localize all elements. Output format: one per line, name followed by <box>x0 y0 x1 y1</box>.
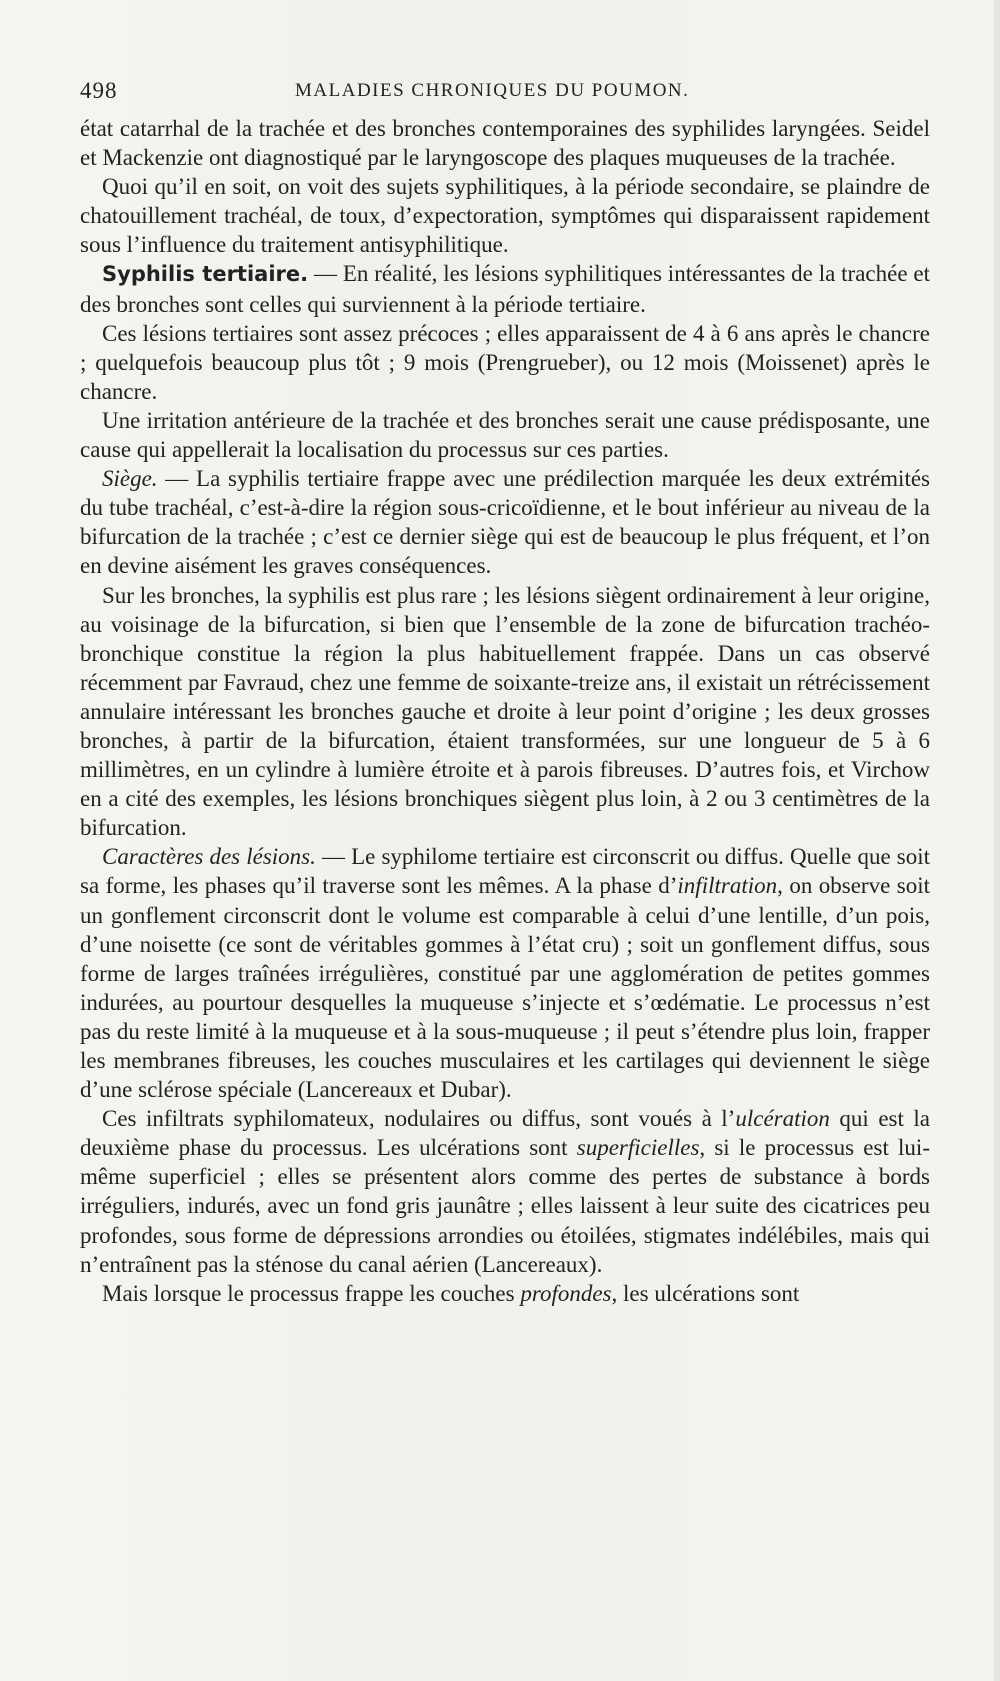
paragraph-8 <box>80 842 930 1104</box>
paragraph-text: , si le processus est lui-même superficiel ; elles se présentent alors comme des pertes de substance à bords irréguliers, indurés, avec un fond gris jaunâtre ; elles laissent à leur suite des cicatrices peu profondes, sous forme de dépressions arrondies ou étoilées, stigmates indélébiles, mais qui n’entraînent pas la sténose du canal aérien (Lancereaux). <box>80 1135 930 1277</box>
paragraph-1 <box>80 114 930 172</box>
paragraph-text: Sur les bronches, la syphilis est plus rare ; les lésions siègent ordinairement à leur origine, au voisinage de la bifurcation, si bien que l’ensemble de la zone de bifurcation trachéo-bronchique constitue la région la plus habituellement frappée. Dans un cas observé récemment par Favraud, chez une femme de soixante-treize ans, il existait un rétrécissement annulaire intéressant les bronches gauche et droite à leur point d’origine ; les deux grosses bronches, à partir de la bifurcation, étaient transformées, sur une longueur de 5 à 6 millimètres, en un cylindre à lumière étroite et à parois fibreuses. D’autres fois, et Virchow en a cité des exemples, les lésions bronchiques siègent plus loin, à 2 ou 3 centimètres de la bifurcation. <box>80 582 930 841</box>
page-header <box>80 78 930 112</box>
italic-term: ulcération <box>735 1106 830 1132</box>
paragraph-text: — La syphilis tertiaire frappe avec une prédilection marquée les deux extrémités du tube trachéal, c’est-à-dire la région sous-cricoïdienne, et le bout inférieur au niveau de la bifurcation de la trachée ; c’est ce dernier siège qui est de beaucoup le plus fréquent, et l’on en devine aisément les graves conséquences. <box>80 466 930 579</box>
body-text <box>80 114 930 1308</box>
italic-lead: Siège. <box>102 466 158 492</box>
paragraph-text: , on observe soit un gonflement circonscrit dont le volume est comparable à celui d’une lentille, d’un pois, d’une noisette (ce sont de véritables gommes à l’état cru) ; soit un gonflement diffus, sous forme de larges traînées irrégulières, constitué par une agglomération de petites gommes indurées, au pourtour desquelles la muqueuse s’injecte et s’œdématie. Le processus n’est pas du reste limité à la muqueuse et à la sous-muqueuse ; il peut s’étendre plus loin, frapper les membranes fibreuses, les couches musculaires et les cartilages qui deviennent le siège d’une sclérose spéciale (Lancereaux et Dubar). <box>80 873 930 1103</box>
paragraph-2 <box>80 172 930 259</box>
paragraph-6 <box>80 464 930 580</box>
page-edge <box>994 0 1000 1681</box>
paragraph-10 <box>80 1279 930 1308</box>
running-head: MALADIES CHRONIQUES DU POUMON. <box>295 80 690 101</box>
paragraph-text: Mais lorsque le processus frappe les couches <box>102 1280 521 1306</box>
paragraph-text: — En réalité, les lésions syphilitiques intéressantes de la trachée et des bronches sont celles qui surviennent à la période tertiaire. <box>80 261 930 317</box>
italic-lead: Caractères des lésions. <box>102 844 316 870</box>
italic-term: profondes <box>520 1280 612 1306</box>
italic-term: superficielles <box>576 1135 700 1161</box>
paragraph-7 <box>80 581 930 843</box>
section-heading: Syphilis tertiaire. <box>102 262 309 287</box>
paragraph-text: Une irritation antérieure de la trachée et des bronches serait une cause prédisposante, une cause qui appellerait la localisation du processus sur ces parties. <box>80 407 930 463</box>
italic-term: infiltration <box>677 873 778 899</box>
paragraph-5 <box>80 406 930 464</box>
paragraph-text: qui est la deuxième phase du processus. Les ulcérations sont <box>80 1106 930 1161</box>
paragraph-9 <box>80 1104 930 1279</box>
paragraph-text: Ces infiltrats syphilomateux, nodulaires ou diffus, sont voués à l’ <box>102 1106 736 1132</box>
page-number: 498 <box>80 78 118 103</box>
paragraph-text: — Le syphilome tertiaire est circonscrit ou diffus. Quelle que soit sa forme, les phases qu’il traverse sont les mêmes. A la phase d’ <box>80 844 930 899</box>
paragraph-4 <box>80 319 930 406</box>
paragraph-text: , les ulcérations sont <box>611 1280 800 1306</box>
paragraph-text: Ces lésions tertiaires sont assez précoces ; elles apparaissent de 4 à 6 ans après le chancre ; quelquefois beaucoup plus tôt ; 9 mois (Prengrueber), ou 12 mois (Moissenet) après le chancre. <box>80 320 930 404</box>
paragraph-text: état catarrhal de la trachée et des bronches contemporaines des syphilides laryngées. Seidel et Mackenzie ont diagnostiqué par le laryngoscope des plaques muqueuses de la trachée. <box>80 116 930 171</box>
paragraph-3 <box>80 259 930 318</box>
paragraph-text: Quoi qu’il en soit, on voit des sujets syphilitiques, à la période secondaire, se plaindre de chatouillement trachéal, de toux, d’expectoration, symptômes qui disparaissent rapidement sous l’influence du traitement antisyphilitique. <box>80 174 930 258</box>
